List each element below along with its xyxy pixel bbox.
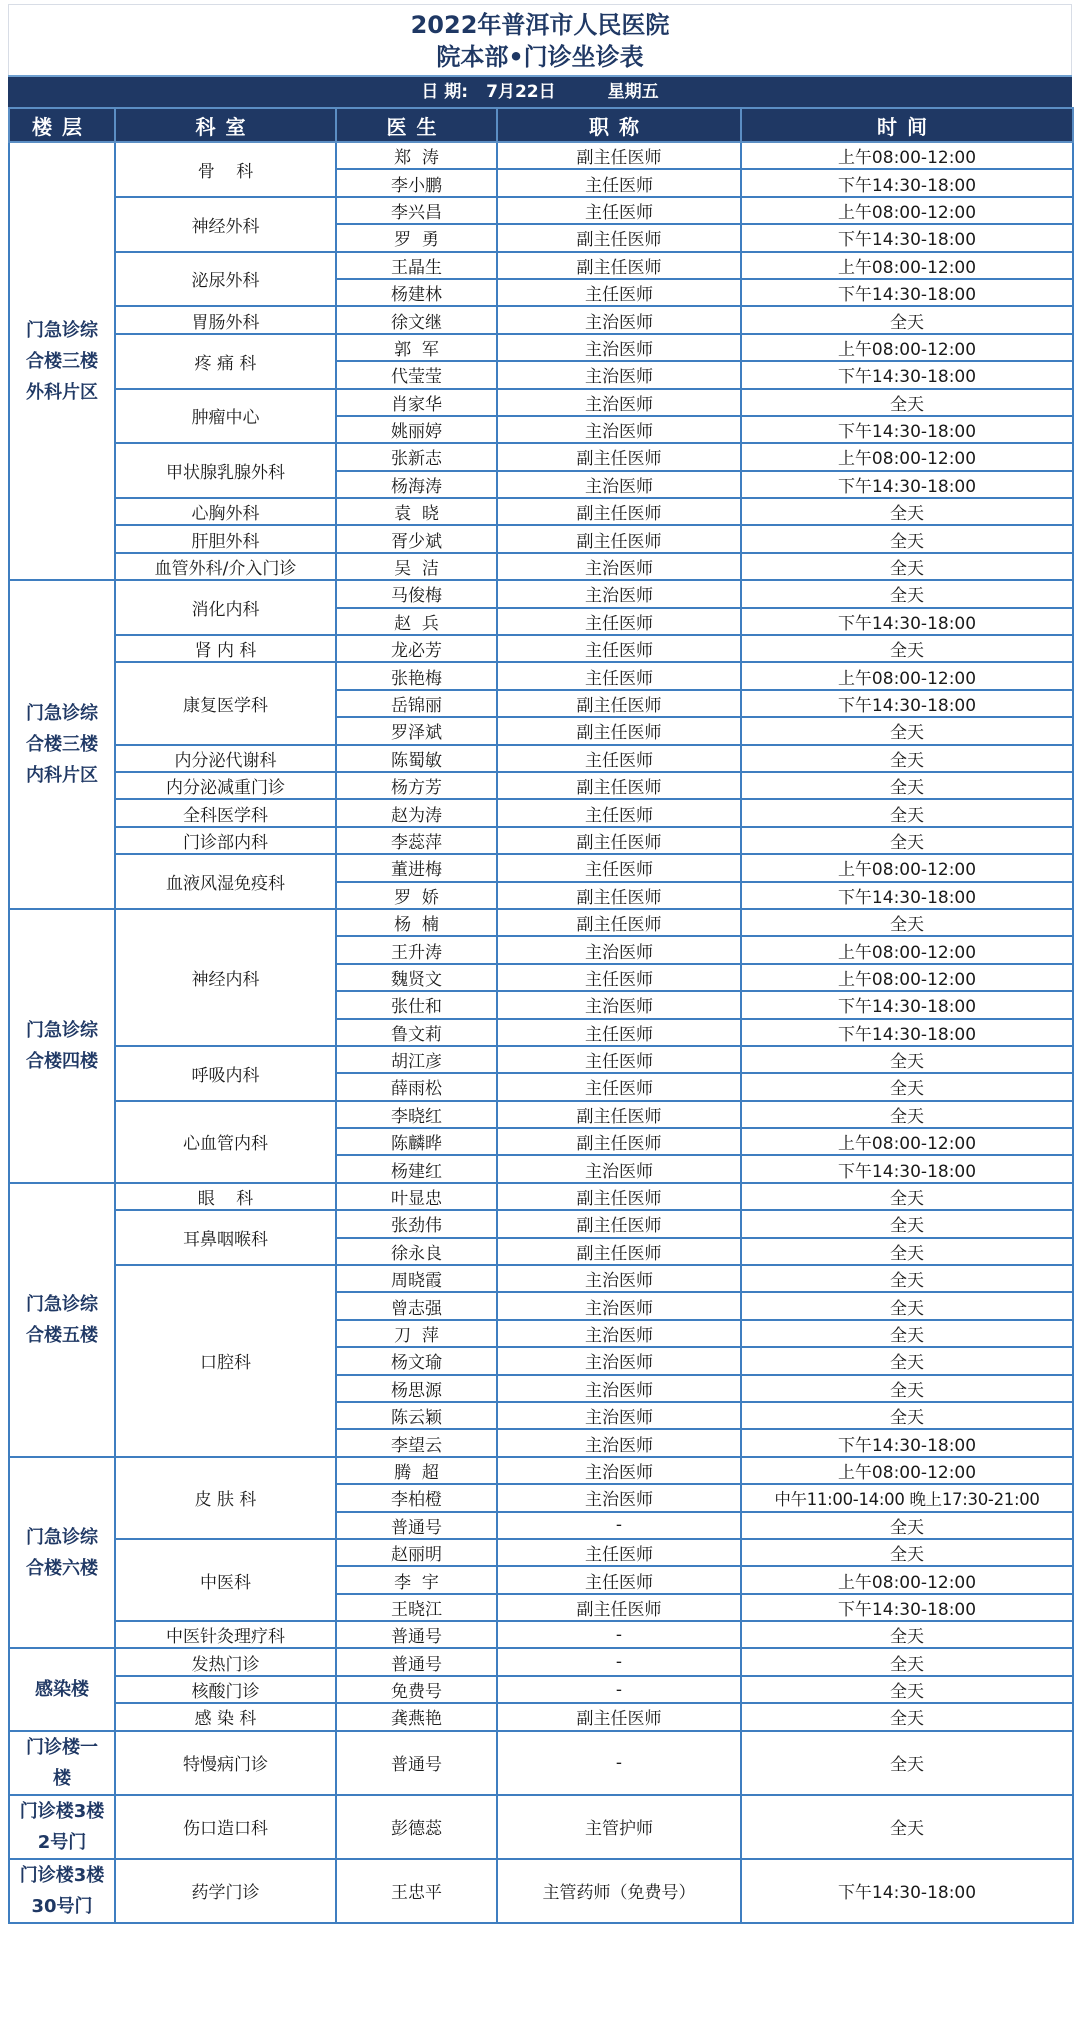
doctor-title-cell: 副主任医师	[497, 882, 741, 909]
doctor-name-cell: 李小鹏	[336, 169, 497, 196]
department-cell: 呼吸内科	[115, 1046, 336, 1101]
doctor-name-cell: 马俊梅	[336, 580, 497, 607]
time-slot-cell: 全天	[741, 1375, 1073, 1402]
time-slot-cell: 全天	[741, 1402, 1073, 1429]
doctor-name-cell: 魏贤文	[336, 964, 497, 991]
doctor-name-cell: 杨文瑜	[336, 1347, 497, 1374]
time-slot-cell: 全天	[741, 306, 1073, 333]
doctor-name-cell: 徐永良	[336, 1238, 497, 1265]
doctor-name-cell: 王升涛	[336, 936, 497, 963]
floor-label-line: 楼	[53, 1767, 71, 1789]
doctor-title-cell: 主任医师	[497, 1539, 741, 1566]
table-row	[9, 389, 1073, 416]
doctor-name-cell: 代莹莹	[336, 361, 497, 388]
time-slot-cell: 上午08:00-12:00	[741, 854, 1073, 881]
doctor-name-cell: 赵为涛	[336, 799, 497, 826]
time-slot-cell: 下午14:30-18:00	[741, 169, 1073, 196]
doctor-name-cell: 普通号	[336, 1512, 497, 1539]
doctor-name-cell: 张仕和	[336, 991, 497, 1018]
time-slot-cell: 全天	[741, 1292, 1073, 1319]
doctor-title-cell: 主管护师	[497, 1795, 741, 1859]
department-cell: 泌尿外科	[115, 252, 336, 307]
table-row	[9, 1676, 1073, 1703]
floor-cell	[9, 142, 115, 580]
table-row	[9, 525, 1073, 552]
doctor-name-cell: 杨 楠	[336, 909, 497, 936]
doctor-title-cell: 主任医师	[497, 1019, 741, 1046]
doctor-title-cell: 主治医师	[497, 1292, 741, 1319]
time-slot-cell: 全天	[741, 1210, 1073, 1237]
department-cell: 心胸外科	[115, 498, 336, 525]
doctor-title-cell: 主任医师	[497, 745, 741, 772]
column-header-row	[9, 108, 1073, 142]
column-header-time: 时间	[741, 108, 1073, 142]
department-cell: 内分泌减重门诊	[115, 772, 336, 799]
doctor-name-cell: 陈麟晔	[336, 1128, 497, 1155]
time-slot-cell: 上午08:00-12:00	[741, 936, 1073, 963]
time-slot-cell: 上午08:00-12:00	[741, 142, 1073, 169]
doctor-name-cell: 吴 洁	[336, 553, 497, 580]
doctor-name-cell: 徐文继	[336, 306, 497, 333]
doctor-name-cell: 李柏橙	[336, 1484, 497, 1511]
doctor-name-cell: 叶显忠	[336, 1183, 497, 1210]
doctor-name-cell: 杨思源	[336, 1375, 497, 1402]
time-slot-cell: 下午14:30-18:00	[741, 1429, 1073, 1456]
date-label: 日 期:	[421, 82, 469, 102]
table-row	[9, 498, 1073, 525]
time-slot-cell: 下午14:30-18:00	[741, 690, 1073, 717]
time-slot-cell: 全天	[741, 1347, 1073, 1374]
time-slot-cell: 上午08:00-12:00	[741, 443, 1073, 470]
doctor-title-cell: 主治医师	[497, 471, 741, 498]
table-row	[9, 197, 1073, 224]
doctor-name-cell: 李蕊萍	[336, 827, 497, 854]
doctor-name-cell: 刀 萍	[336, 1320, 497, 1347]
doctor-title-cell: 副主任医师	[497, 827, 741, 854]
table-row	[9, 1795, 1073, 1859]
doctor-name-cell: 赵 兵	[336, 608, 497, 635]
time-slot-cell: 全天	[741, 1183, 1073, 1210]
doctor-name-cell: 免费号	[336, 1676, 497, 1703]
doctor-title-cell: 主治医师	[497, 306, 741, 333]
floor-cell	[9, 1795, 115, 1859]
floor-cell	[9, 1648, 115, 1730]
time-slot-cell: 全天	[741, 1101, 1073, 1128]
doctor-title-cell: 副主任医师	[497, 1703, 741, 1730]
doctor-name-cell: 岳锦丽	[336, 690, 497, 717]
department-cell: 神经内科	[115, 909, 336, 1046]
doctor-title-cell: 副主任医师	[497, 525, 741, 552]
floor-label-line: 门诊楼3楼	[19, 1800, 105, 1822]
doctor-title-cell: 副主任医师	[497, 1128, 741, 1155]
doctor-name-cell: 曾志强	[336, 1292, 497, 1319]
doctor-name-cell: 赵丽明	[336, 1539, 497, 1566]
doctor-title-cell: 主治医师	[497, 416, 741, 443]
doctor-title-cell: 副主任医师	[497, 224, 741, 251]
doctor-name-cell: 王忠平	[336, 1859, 497, 1923]
department-cell: 神经外科	[115, 197, 336, 252]
column-header-doctor: 医生	[336, 108, 497, 142]
floor-label-line: 30号门	[31, 1895, 93, 1917]
floor-label-line: 门急诊综	[26, 1019, 98, 1041]
doctor-title-cell: 主治医师	[497, 936, 741, 963]
doctor-title-cell: 主治医师	[497, 1155, 741, 1182]
time-slot-cell: 上午08:00-12:00	[741, 334, 1073, 361]
table-row	[9, 1621, 1073, 1648]
department-cell: 发热门诊	[115, 1648, 336, 1675]
table-row	[9, 854, 1073, 881]
table-row	[9, 772, 1073, 799]
department-cell: 耳鼻咽喉科	[115, 1210, 336, 1265]
doctor-title-cell: 主治医师	[497, 361, 741, 388]
schedule-body	[9, 142, 1073, 1923]
time-slot-cell: 下午14:30-18:00	[741, 1019, 1073, 1046]
time-slot-cell: 上午08:00-12:00	[741, 197, 1073, 224]
time-slot-cell: 下午14:30-18:00	[741, 471, 1073, 498]
doctor-name-cell: 鲁文莉	[336, 1019, 497, 1046]
doctor-title-cell: 副主任医师	[497, 252, 741, 279]
doctor-title-cell: -	[497, 1621, 741, 1648]
time-slot-cell: 全天	[741, 635, 1073, 662]
time-slot-cell: 全天	[741, 580, 1073, 607]
department-cell: 血液风湿免疫科	[115, 854, 336, 909]
time-slot-cell: 全天	[741, 745, 1073, 772]
department-cell: 感 染 科	[115, 1703, 336, 1730]
time-slot-cell: 全天	[741, 498, 1073, 525]
doctor-title-cell: 主治医师	[497, 334, 741, 361]
doctor-name-cell: 李望云	[336, 1429, 497, 1456]
table-row	[9, 1210, 1073, 1237]
department-cell: 康复医学科	[115, 662, 336, 744]
floor-cell	[9, 909, 115, 1183]
time-slot-cell: 上午08:00-12:00	[741, 252, 1073, 279]
doctor-title-cell: 主治医师	[497, 991, 741, 1018]
department-cell: 甲状腺乳腺外科	[115, 443, 336, 498]
doctor-name-cell: 普通号	[336, 1731, 497, 1795]
time-slot-cell: 全天	[741, 1238, 1073, 1265]
table-row	[9, 827, 1073, 854]
floor-label-line: 2号门	[37, 1831, 87, 1853]
floor-label-line: 门诊楼一	[26, 1736, 98, 1758]
time-slot-cell: 全天	[741, 1512, 1073, 1539]
department-cell: 肿瘤中心	[115, 389, 336, 444]
table-row	[9, 1457, 1073, 1484]
time-slot-cell: 全天	[741, 525, 1073, 552]
floor-label-line: 合楼四楼	[26, 1050, 98, 1072]
doctor-name-cell: 杨建红	[336, 1155, 497, 1182]
table-row	[9, 1703, 1073, 1730]
floor-label-line: 门急诊综	[26, 1293, 98, 1315]
doctor-title-cell: 主治医师	[497, 1402, 741, 1429]
time-slot-cell: 下午14:30-18:00	[741, 279, 1073, 306]
time-slot-cell: 全天	[741, 553, 1073, 580]
doctor-name-cell: 郑 涛	[336, 142, 497, 169]
floor-label-line: 合楼三楼	[26, 734, 98, 756]
table-row	[9, 745, 1073, 772]
doctor-title-cell: 副主任医师	[497, 717, 741, 744]
time-slot-cell: 上午08:00-12:00	[741, 662, 1073, 689]
time-slot-cell: 全天	[741, 1073, 1073, 1100]
doctor-name-cell: 肖家华	[336, 389, 497, 416]
doctor-name-cell: 陈蜀敏	[336, 745, 497, 772]
doctor-name-cell: 普通号	[336, 1648, 497, 1675]
time-slot-cell: 全天	[741, 909, 1073, 936]
doctor-title-cell: -	[497, 1731, 741, 1795]
doctor-title-cell: 副主任医师	[497, 690, 741, 717]
column-header-floor: 楼层	[9, 108, 115, 142]
table-row	[9, 334, 1073, 361]
floor-label-line: 合楼五楼	[26, 1324, 98, 1346]
department-cell: 胃肠外科	[115, 306, 336, 333]
department-cell: 中医针灸理疗科	[115, 1621, 336, 1648]
doctor-title-cell: 主管药师（免费号）	[497, 1859, 741, 1923]
time-slot-cell: 全天	[741, 1320, 1073, 1347]
doctor-name-cell: 李兴昌	[336, 197, 497, 224]
table-row	[9, 1101, 1073, 1128]
floor-label-line: 门急诊综	[26, 1526, 98, 1548]
title-block	[8, 4, 1072, 75]
time-slot-cell: 上午08:00-12:00	[741, 1128, 1073, 1155]
department-cell: 中医科	[115, 1539, 336, 1621]
column-header-department: 科室	[115, 108, 336, 142]
time-slot-cell: 全天	[741, 717, 1073, 744]
time-slot-cell: 下午14:30-18:00	[741, 224, 1073, 251]
doctor-name-cell: 普通号	[336, 1621, 497, 1648]
doctor-name-cell: 张新志	[336, 443, 497, 470]
doctor-title-cell: 副主任医师	[497, 1238, 741, 1265]
time-slot-cell: 全天	[741, 1648, 1073, 1675]
department-cell: 伤口造口科	[115, 1795, 336, 1859]
time-slot-cell: 上午08:00-12:00	[741, 1566, 1073, 1593]
doctor-title-cell: 主任医师	[497, 1046, 741, 1073]
doctor-name-cell: 王晓江	[336, 1594, 497, 1621]
table-row	[9, 1183, 1073, 1210]
table-row	[9, 1539, 1073, 1566]
doctor-name-cell: 龚燕艳	[336, 1703, 497, 1730]
doctor-name-cell: 胡江彦	[336, 1046, 497, 1073]
doctor-name-cell: 彭德蕊	[336, 1795, 497, 1859]
doctor-title-cell: 副主任医师	[497, 909, 741, 936]
time-slot-cell: 全天	[741, 1731, 1073, 1795]
department-cell: 核酸门诊	[115, 1676, 336, 1703]
floor-label-line: 门急诊综	[26, 703, 98, 725]
time-slot-cell: 下午14:30-18:00	[741, 1155, 1073, 1182]
doctor-title-cell: 主治医师	[497, 1429, 741, 1456]
weekday: 星期五	[607, 82, 659, 102]
doctor-name-cell: 龙必芳	[336, 635, 497, 662]
time-slot-cell: 全天	[741, 1046, 1073, 1073]
doctor-name-cell: 胥少斌	[336, 525, 497, 552]
department-cell: 心血管内科	[115, 1101, 336, 1183]
time-slot-cell: 全天	[741, 1621, 1073, 1648]
time-slot-cell: 下午14:30-18:00	[741, 361, 1073, 388]
floor-label-line: 门急诊综	[26, 319, 98, 341]
doctor-title-cell: 主治医师	[497, 580, 741, 607]
doctor-title-cell: 主任医师	[497, 1073, 741, 1100]
time-slot-cell: 下午14:30-18:00	[741, 416, 1073, 443]
doctor-name-cell: 姚丽婷	[336, 416, 497, 443]
time-slot-cell: 下午14:30-18:00	[741, 1859, 1073, 1923]
floor-cell	[9, 1183, 115, 1457]
doctor-name-cell: 李 宇	[336, 1566, 497, 1593]
table-row	[9, 1859, 1073, 1923]
time-slot-cell: 下午14:30-18:00	[741, 1594, 1073, 1621]
doctor-title-cell: 主任医师	[497, 662, 741, 689]
table-row	[9, 1648, 1073, 1675]
time-slot-cell: 全天	[741, 1539, 1073, 1566]
department-cell: 血管外科/介入门诊	[115, 553, 336, 580]
doctor-title-cell: -	[497, 1512, 741, 1539]
doctor-title-cell: 主任医师	[497, 854, 741, 881]
doctor-name-cell: 李晓红	[336, 1101, 497, 1128]
doctor-name-cell: 薛雨松	[336, 1073, 497, 1100]
department-cell: 疼 痛 科	[115, 334, 336, 389]
doctor-name-cell: 杨建林	[336, 279, 497, 306]
table-row	[9, 580, 1073, 607]
doctor-title-cell: 主任医师	[497, 635, 741, 662]
table-row	[9, 635, 1073, 662]
date-bar	[8, 75, 1072, 107]
department-cell: 全科医学科	[115, 799, 336, 826]
doctor-title-cell: 主任医师	[497, 1566, 741, 1593]
doctor-name-cell: 王晶生	[336, 252, 497, 279]
doctor-name-cell: 杨方芳	[336, 772, 497, 799]
doctor-title-cell: 主任医师	[497, 279, 741, 306]
floor-cell	[9, 1859, 115, 1923]
time-slot-cell: 中午11:00-14:00 晚上17:30-21:00	[741, 1484, 1073, 1511]
time-slot-cell: 全天	[741, 1676, 1073, 1703]
floor-label-line: 合楼六楼	[26, 1557, 98, 1579]
department-cell: 药学门诊	[115, 1859, 336, 1923]
time-slot-cell: 全天	[741, 1265, 1073, 1292]
doctor-title-cell: 主治医师	[497, 1265, 741, 1292]
department-cell: 肾 内 科	[115, 635, 336, 662]
time-slot-cell: 上午08:00-12:00	[741, 964, 1073, 991]
doctor-name-cell: 罗泽斌	[336, 717, 497, 744]
doctor-title-cell: 副主任医师	[497, 142, 741, 169]
date-value: 7月22日	[486, 82, 556, 102]
doctor-title-cell: 主任医师	[497, 964, 741, 991]
table-row	[9, 306, 1073, 333]
doctor-name-cell: 郭 军	[336, 334, 497, 361]
department-cell: 内分泌代谢科	[115, 745, 336, 772]
doctor-name-cell: 张艳梅	[336, 662, 497, 689]
table-row	[9, 1265, 1073, 1292]
time-slot-cell: 下午14:30-18:00	[741, 882, 1073, 909]
doctor-name-cell: 腾 超	[336, 1457, 497, 1484]
table-row	[9, 1731, 1073, 1795]
doctor-title-cell: 主治医师	[497, 1375, 741, 1402]
doctor-title-cell: 副主任医师	[497, 1594, 741, 1621]
floor-label-line: 外科片区	[26, 381, 98, 403]
doctor-title-cell: 主任医师	[497, 608, 741, 635]
doctor-name-cell: 董进梅	[336, 854, 497, 881]
doctor-title-cell: 主治医师	[497, 1484, 741, 1511]
doctor-title-cell: 主任医师	[497, 169, 741, 196]
doctor-name-cell: 袁 晓	[336, 498, 497, 525]
doctor-title-cell: 副主任医师	[497, 498, 741, 525]
time-slot-cell: 全天	[741, 772, 1073, 799]
doctor-name-cell: 周晓霞	[336, 1265, 497, 1292]
department-cell: 肝胆外科	[115, 525, 336, 552]
doctor-name-cell: 罗 娇	[336, 882, 497, 909]
time-slot-cell: 下午14:30-18:00	[741, 991, 1073, 1018]
department-cell: 眼 科	[115, 1183, 336, 1210]
doctor-title-cell: 副主任医师	[497, 1210, 741, 1237]
table-row	[9, 252, 1073, 279]
schedule-table	[8, 107, 1074, 1924]
doctor-title-cell: 主治医师	[497, 553, 741, 580]
table-row	[9, 553, 1073, 580]
floor-label-line: 门诊楼3楼	[19, 1864, 105, 1886]
doctor-title-cell: -	[497, 1648, 741, 1675]
doctor-name-cell: 陈云颖	[336, 1402, 497, 1429]
time-slot-cell: 下午14:30-18:00	[741, 608, 1073, 635]
doctor-title-cell: 副主任医师	[497, 772, 741, 799]
doctor-title-cell: 主治医师	[497, 1347, 741, 1374]
time-slot-cell: 全天	[741, 389, 1073, 416]
doctor-title-cell: 主治医师	[497, 389, 741, 416]
doctor-title-cell: 副主任医师	[497, 1183, 741, 1210]
schedule-title: 院本部•门诊坐诊表	[436, 43, 644, 71]
doctor-title-cell: 主治医师	[497, 1320, 741, 1347]
table-row	[9, 443, 1073, 470]
doctor-title-cell: 副主任医师	[497, 443, 741, 470]
table-row	[9, 799, 1073, 826]
schedule-sheet	[8, 4, 1072, 1924]
table-row	[9, 909, 1073, 936]
department-cell: 口腔科	[115, 1265, 336, 1457]
department-cell: 消化内科	[115, 580, 336, 635]
time-slot-cell: 全天	[741, 799, 1073, 826]
column-header-title: 职称	[497, 108, 741, 142]
floor-label-line: 合楼三楼	[26, 350, 98, 372]
table-row	[9, 662, 1073, 689]
department-cell: 门诊部内科	[115, 827, 336, 854]
doctor-name-cell: 张劲伟	[336, 1210, 497, 1237]
table-row	[9, 1046, 1073, 1073]
doctor-name-cell: 杨海涛	[336, 471, 497, 498]
time-slot-cell: 上午08:00-12:00	[741, 1457, 1073, 1484]
floor-label-line: 感染楼	[35, 1679, 89, 1701]
floor-cell	[9, 580, 115, 909]
department-cell: 皮 肤 科	[115, 1457, 336, 1539]
floor-label-line: 内科片区	[26, 765, 98, 787]
doctor-title-cell: -	[497, 1676, 741, 1703]
doctor-title-cell: 主任医师	[497, 799, 741, 826]
department-cell: 特慢病门诊	[115, 1731, 336, 1795]
doctor-name-cell: 罗 勇	[336, 224, 497, 251]
doctor-title-cell: 主治医师	[497, 1457, 741, 1484]
hospital-title: 2022年普洱市人民医院	[410, 11, 670, 39]
table-row	[9, 142, 1073, 169]
floor-cell	[9, 1457, 115, 1649]
doctor-title-cell: 副主任医师	[497, 1101, 741, 1128]
department-cell: 骨 科	[115, 142, 336, 197]
time-slot-cell: 全天	[741, 1795, 1073, 1859]
floor-cell	[9, 1731, 115, 1795]
time-slot-cell: 全天	[741, 1703, 1073, 1730]
doctor-title-cell: 主任医师	[497, 197, 741, 224]
time-slot-cell: 全天	[741, 827, 1073, 854]
